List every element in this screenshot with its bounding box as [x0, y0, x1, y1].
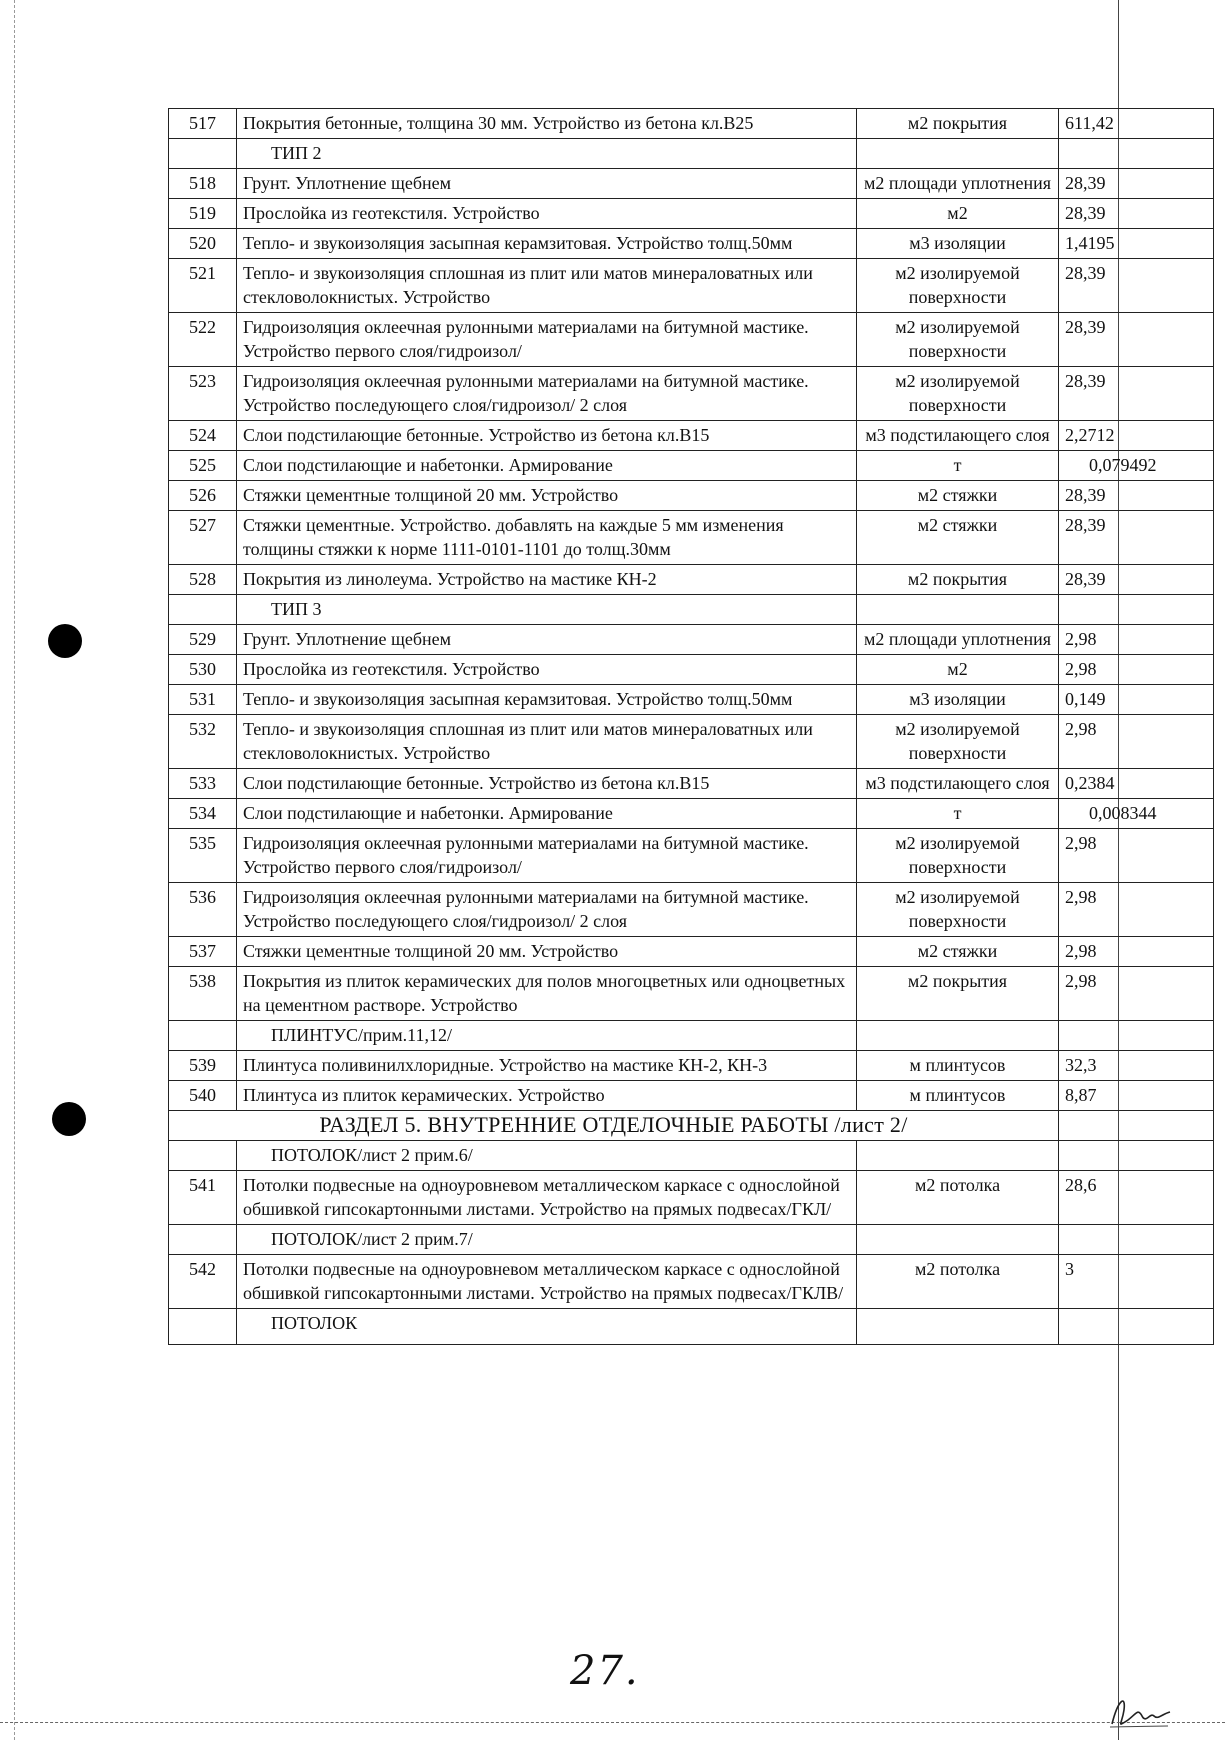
work-description: Прослойка из геотекстиля. Устройство — [237, 199, 857, 229]
quantity-value: 0,2384 — [1059, 769, 1214, 799]
unit-of-measure: м2 стяжки — [857, 937, 1059, 967]
quantity-value: 2,98 — [1059, 967, 1214, 1021]
subheading-label: ТИП 2 — [237, 139, 857, 169]
row-number: 542 — [169, 1255, 237, 1309]
unit-of-measure: т — [857, 799, 1059, 829]
quantity-cell — [1059, 1141, 1214, 1171]
work-description: Гидроизоляция оклеечная рулонными материалами на битумной мастике. Устройство первого слоя/гидроизол/ — [237, 829, 857, 883]
row-number: 518 — [169, 169, 237, 199]
quantity-value: 28,39 — [1059, 199, 1214, 229]
work-description: Плинтуса поливинилхлоридные. Устройство на мастике КН-2, КН-3 — [237, 1051, 857, 1081]
row-number: 523 — [169, 367, 237, 421]
row-number: 521 — [169, 259, 237, 313]
work-description: Плинтуса из плиток керамических. Устройство — [237, 1081, 857, 1111]
unit-of-measure: м2 потолка — [857, 1171, 1059, 1225]
row-number: 540 — [169, 1081, 237, 1111]
quantity-value: 28,39 — [1059, 481, 1214, 511]
work-description: Грунт. Уплотнение щебнем — [237, 169, 857, 199]
subheading-label: ПОТОЛОК/лист 2 прим.6/ — [237, 1141, 857, 1171]
work-description: Гидроизоляция оклеечная рулонными материалами на битумной мастике. Устройство последующего слоя/гидроизол/ 2 слоя — [237, 367, 857, 421]
table-row — [169, 655, 1214, 685]
row-number: 525 — [169, 451, 237, 481]
row-number: 534 — [169, 799, 237, 829]
scan-bottom-line — [0, 1722, 1225, 1723]
row-number: 539 — [169, 1051, 237, 1081]
work-description: Тепло- и звукоизоляция сплошная из плит или матов минераловатных или стекловолокнистых. Устройство — [237, 259, 857, 313]
row-number: 536 — [169, 883, 237, 937]
row-number-cell — [169, 139, 237, 169]
quantity-value: 2,98 — [1059, 883, 1214, 937]
table-row — [169, 511, 1214, 565]
work-description: Потолки подвесные на одноуровневом металлическом каркасе с однослойной обшивкой гипсокартонными листами. Устройство на прямых подвесах/ГКЛВ/ — [237, 1255, 857, 1309]
unit-of-measure: м3 изоляции — [857, 229, 1059, 259]
section-title: РАЗДЕЛ 5. ВНУТРЕННИЕ ОТДЕЛОЧНЫЕ РАБОТЫ /лист 2/ — [169, 1111, 1059, 1141]
quantity-cell — [1059, 1225, 1214, 1255]
row-number: 538 — [169, 967, 237, 1021]
table-row — [169, 829, 1214, 883]
row-number: 532 — [169, 715, 237, 769]
table-row — [169, 967, 1214, 1021]
quantity-value: 8,87 — [1059, 1081, 1214, 1111]
unit-cell — [857, 1225, 1059, 1255]
row-number: 529 — [169, 625, 237, 655]
row-number: 519 — [169, 199, 237, 229]
quantity-value: 0,149 — [1059, 685, 1214, 715]
quantity-cell — [1059, 139, 1214, 169]
work-description: Покрытия из линолеума. Устройство на мастике КН-2 — [237, 565, 857, 595]
row-number: 522 — [169, 313, 237, 367]
work-description: Гидроизоляция оклеечная рулонными материалами на битумной мастике. Устройство последующего слоя/гидроизол/ 2 слоя — [237, 883, 857, 937]
work-description: Слои подстилающие и набетонки. Армирование — [237, 799, 857, 829]
table-row — [169, 259, 1214, 313]
subheading-label: ПОТОЛОК — [237, 1309, 857, 1345]
unit-of-measure: м2 изолируемой поверхности — [857, 367, 1059, 421]
unit-of-measure: м2 — [857, 655, 1059, 685]
subheading-label: ПОТОЛОК/лист 2 прим.7/ — [237, 1225, 857, 1255]
quantity-value: 28,39 — [1059, 259, 1214, 313]
unit-of-measure: м2 покрытия — [857, 967, 1059, 1021]
table-row — [169, 883, 1214, 937]
table-row — [169, 1081, 1214, 1111]
quantity-value: 28,39 — [1059, 313, 1214, 367]
row-number: 520 — [169, 229, 237, 259]
unit-of-measure: м3 подстилающего слоя — [857, 421, 1059, 451]
unit-of-measure: м2 стяжки — [857, 511, 1059, 565]
quantity-value: 0,008344 — [1059, 799, 1214, 829]
unit-of-measure: м2 изолируемой поверхности — [857, 883, 1059, 937]
row-number-cell — [169, 1309, 237, 1345]
row-number: 531 — [169, 685, 237, 715]
page-number: 27. — [570, 1648, 640, 1694]
table-row — [169, 229, 1214, 259]
table-row — [169, 109, 1214, 139]
subheading-label: ТИП 3 — [237, 595, 857, 625]
row-number-cell — [169, 1021, 237, 1051]
table-row — [169, 715, 1214, 769]
table-row — [169, 169, 1214, 199]
unit-cell — [857, 595, 1059, 625]
work-description: Покрытия бетонные, толщина 30 мм. Устройство из бетона кл.В25 — [237, 109, 857, 139]
unit-of-measure: м3 изоляции — [857, 685, 1059, 715]
table-row — [169, 769, 1214, 799]
unit-of-measure: м2 изолируемой поверхности — [857, 259, 1059, 313]
work-description: Тепло- и звукоизоляция сплошная из плит или матов минераловатных или стекловолокнистых. Устройство — [237, 715, 857, 769]
work-description: Грунт. Уплотнение щебнем — [237, 625, 857, 655]
estimate-table-body — [169, 109, 1214, 1345]
row-number: 537 — [169, 937, 237, 967]
quantity-cell — [1059, 1021, 1214, 1051]
row-number-cell — [169, 1141, 237, 1171]
work-description: Тепло- и звукоизоляция засыпная керамзитовая. Устройство толщ.50мм — [237, 229, 857, 259]
work-description: Потолки подвесные на одноуровневом металлическом каркасе с однослойной обшивкой гипсокартонными листами. Устройство на прямых подвесах/ГКЛ/ — [237, 1171, 857, 1225]
table-row — [169, 1255, 1214, 1309]
quantity-value: 611,42 — [1059, 109, 1214, 139]
table-row — [169, 565, 1214, 595]
quantity-value: 1,4195 — [1059, 229, 1214, 259]
unit-of-measure: м плинтусов — [857, 1081, 1059, 1111]
scan-margin-line-left — [14, 0, 15, 1740]
table-row — [169, 1171, 1214, 1225]
unit-of-measure: м2 покрытия — [857, 109, 1059, 139]
quantity-value: 28,39 — [1059, 565, 1214, 595]
work-description: Покрытия из плиток керамических для полов многоцветных или одноцветных на цементном растворе. Устройство — [237, 967, 857, 1021]
work-description: Стяжки цементные толщиной 20 мм. Устройство — [237, 481, 857, 511]
unit-of-measure: м2 изолируемой поверхности — [857, 829, 1059, 883]
unit-of-measure: м2 стяжки — [857, 481, 1059, 511]
table-row — [169, 421, 1214, 451]
quantity-value: 2,98 — [1059, 937, 1214, 967]
row-number-cell — [169, 1225, 237, 1255]
quantity-value: 2,98 — [1059, 715, 1214, 769]
section-row — [169, 1111, 1214, 1141]
work-description: Слои подстилающие и набетонки. Армирование — [237, 451, 857, 481]
row-number: 541 — [169, 1171, 237, 1225]
row-number: 524 — [169, 421, 237, 451]
table-row — [169, 625, 1214, 655]
table-row — [169, 451, 1214, 481]
section-qty-cell — [1059, 1111, 1214, 1141]
row-number: 517 — [169, 109, 237, 139]
table-row — [169, 799, 1214, 829]
subheading-row — [169, 595, 1214, 625]
unit-of-measure: м2 площади уплотнения — [857, 169, 1059, 199]
quantity-value: 2,98 — [1059, 625, 1214, 655]
quantity-value: 32,3 — [1059, 1051, 1214, 1081]
table-row — [169, 481, 1214, 511]
unit-of-measure: м2 — [857, 199, 1059, 229]
work-description: Прослойка из геотекстиля. Устройство — [237, 655, 857, 685]
unit-cell — [857, 1021, 1059, 1051]
table-row — [169, 1051, 1214, 1081]
quantity-value: 2,2712 — [1059, 421, 1214, 451]
work-description: Слои подстилающие бетонные. Устройство из бетона кл.В15 — [237, 421, 857, 451]
row-number: 535 — [169, 829, 237, 883]
work-description: Тепло- и звукоизоляция засыпная керамзитовая. Устройство толщ.50мм — [237, 685, 857, 715]
estimate-table — [168, 108, 1214, 1345]
table-row — [169, 367, 1214, 421]
punch-hole-top — [48, 624, 82, 658]
table-row — [169, 937, 1214, 967]
unit-of-measure: м3 подстилающего слоя — [857, 769, 1059, 799]
punch-hole-bottom — [52, 1102, 86, 1136]
subheading-row — [169, 139, 1214, 169]
table-row — [169, 199, 1214, 229]
quantity-value: 3 — [1059, 1255, 1214, 1309]
table-row — [169, 313, 1214, 367]
subheading-label: ПЛИНТУС/прим.11,12/ — [237, 1021, 857, 1051]
quantity-value: 28,39 — [1059, 169, 1214, 199]
row-number: 533 — [169, 769, 237, 799]
unit-of-measure: т — [857, 451, 1059, 481]
quantity-value: 2,98 — [1059, 655, 1214, 685]
row-number: 526 — [169, 481, 237, 511]
row-number-cell — [169, 595, 237, 625]
unit-of-measure: м плинтусов — [857, 1051, 1059, 1081]
work-description: Слои подстилающие бетонные. Устройство из бетона кл.В15 — [237, 769, 857, 799]
subheading-row — [169, 1309, 1214, 1345]
quantity-value: 28,39 — [1059, 511, 1214, 565]
unit-cell — [857, 139, 1059, 169]
subheading-row — [169, 1225, 1214, 1255]
table-row — [169, 685, 1214, 715]
unit-of-measure: м2 изолируемой поверхности — [857, 313, 1059, 367]
subheading-row — [169, 1021, 1214, 1051]
quantity-value: 28,6 — [1059, 1171, 1214, 1225]
unit-of-measure: м2 покрытия — [857, 565, 1059, 595]
quantity-value: 2,98 — [1059, 829, 1214, 883]
quantity-cell — [1059, 595, 1214, 625]
quantity-value: 0,079492 — [1059, 451, 1214, 481]
row-number: 528 — [169, 565, 237, 595]
row-number: 530 — [169, 655, 237, 685]
row-number: 527 — [169, 511, 237, 565]
unit-cell — [857, 1309, 1059, 1345]
unit-cell — [857, 1141, 1059, 1171]
quantity-cell — [1059, 1309, 1214, 1345]
signature-mark — [1108, 1690, 1172, 1730]
unit-of-measure: м2 площади уплотнения — [857, 625, 1059, 655]
work-description: Стяжки цементные толщиной 20 мм. Устройство — [237, 937, 857, 967]
unit-of-measure: м2 изолируемой поверхности — [857, 715, 1059, 769]
work-description: Стяжки цементные. Устройство. добавлять на каждые 5 мм изменения толщины стяжки к норме 1111-0101-1101 до толщ.30мм — [237, 511, 857, 565]
unit-of-measure: м2 потолка — [857, 1255, 1059, 1309]
work-description: Гидроизоляция оклеечная рулонными материалами на битумной мастике. Устройство первого слоя/гидроизол/ — [237, 313, 857, 367]
quantity-value: 28,39 — [1059, 367, 1214, 421]
subheading-row — [169, 1141, 1214, 1171]
